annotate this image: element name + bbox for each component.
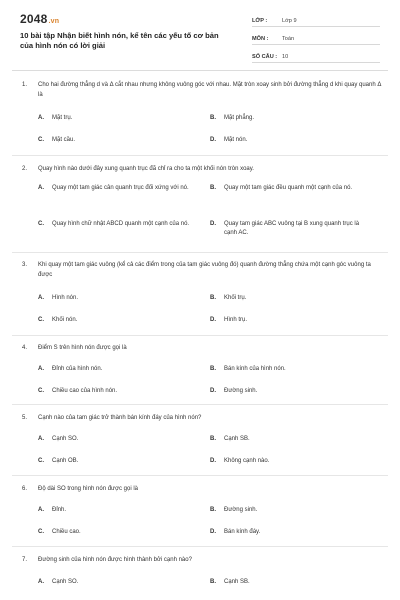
question-4 — [22, 343, 382, 394]
question-5 — [22, 413, 382, 464]
option-d[interactable]: D. Đường sinh. — [210, 388, 258, 394]
option-d[interactable]: D. Mặt nón. — [210, 137, 248, 143]
meta-row-grade — [252, 12, 380, 27]
option-a[interactable]: A. Cạnh SO. — [38, 579, 79, 585]
option-c[interactable]: C. Mặt cầu. — [38, 137, 76, 143]
option-a[interactable]: A. Cạnh SO. — [38, 436, 79, 442]
question-1 — [22, 80, 382, 143]
meta-key: LỚP : — [252, 18, 268, 24]
question-separator — [12, 252, 388, 253]
logo-main: 2048 — [20, 12, 48, 26]
question-number: 7. — [22, 557, 28, 563]
question-separator — [12, 475, 388, 476]
question-text: Quay hình nào dưới đây xung quanh trục đã chỉ ra cho ta một khối nón tròn xoay. — [38, 166, 254, 172]
question-number: 6. — [22, 486, 28, 492]
question-7 — [22, 555, 382, 585]
option-d[interactable]: D. Không cạnh nào. — [210, 458, 270, 464]
question-text: Đường sinh của hình nón được hình thành bởi cạnh nào? — [38, 557, 192, 563]
option-b[interactable]: B. Mặt phẳng. — [210, 115, 255, 121]
option-b[interactable]: B. Khối trụ. — [210, 295, 247, 301]
meta-row-subject — [252, 30, 380, 45]
document-header — [0, 0, 400, 66]
question-2 — [22, 164, 382, 236]
option-d[interactable]: D. Quay tam giác ABC vuông tại B xung quanh trục là cạnh AC. — [210, 221, 360, 236]
option-c[interactable]: C. Chiều cao của hình nón. — [38, 388, 118, 394]
meta-value: 10 — [282, 54, 289, 60]
meta-key: MÔN : — [252, 36, 269, 42]
option-b[interactable]: B. Quay một tam giác đều quanh một cạnh của nó. — [210, 185, 353, 191]
question-number: 5. — [22, 415, 28, 421]
option-b[interactable]: B. Bán kính của hình nón. — [210, 366, 286, 372]
question-text: Khi quay một tam giác vuông (kể cả các điểm trong của tam giác vuông đó) quanh đường thẳng chứa một cạnh góc vuông ta được — [38, 262, 371, 278]
site-logo[interactable] — [20, 12, 59, 26]
question-6 — [22, 484, 382, 535]
question-number: 2. — [22, 166, 28, 172]
question-text: Cạnh nào của tam giác trở thành bán kính đáy của hình nón? — [38, 415, 202, 421]
option-a[interactable]: A. Đỉnh. — [38, 507, 67, 513]
meta-value: Lớp 9 — [282, 18, 297, 24]
question-separator — [12, 155, 388, 156]
question-text: Cho hai đường thẳng d và Δ cắt nhau nhưng không vuông góc với nhau. Mặt tròn xoay sinh bởi đường thẳng d khi quay quanh Δ là — [38, 82, 382, 98]
option-c[interactable]: C. Cạnh OB. — [38, 458, 79, 464]
question-number: 4. — [22, 345, 28, 351]
logo-suffix: .vn — [48, 18, 60, 25]
option-d[interactable]: D. Bán kính đáy. — [210, 529, 261, 535]
option-c[interactable]: C. Chiều cao. — [38, 529, 81, 535]
question-separator — [12, 546, 388, 547]
question-number: 1. — [22, 82, 28, 88]
header-divider — [12, 70, 388, 71]
option-d[interactable]: D. Hình trụ. — [210, 317, 248, 323]
question-text: Độ dài SO trong hình nón được gọi là — [38, 486, 139, 492]
meta-row-count — [252, 48, 380, 63]
option-a[interactable]: A. Hình nón. — [38, 295, 79, 301]
question-text: Điểm S trên hình nón được gọi là — [38, 345, 127, 351]
document-title: 10 bài tập Nhận biết hình nón, kể tên các yếu tố cơ bản của hình nón có lời giải — [20, 31, 219, 50]
option-c[interactable]: C. Quay hình chữ nhật ABCD quanh một cạnh của nó. — [38, 221, 190, 227]
option-a[interactable]: A. Mặt trụ. — [38, 115, 73, 121]
option-b[interactable]: B. Cạnh SB. — [210, 579, 250, 585]
option-c[interactable]: C. Khối nón. — [38, 317, 78, 323]
question-separator — [12, 404, 388, 405]
meta-key: SỐ CÂU : — [252, 54, 278, 60]
option-a[interactable]: A. Quay một tam giác cân quanh trục đối xứng với nó. — [38, 185, 189, 191]
question-number: 3. — [22, 262, 28, 268]
question-3 — [22, 260, 382, 323]
option-b[interactable]: B. Cạnh SB. — [210, 436, 250, 442]
meta-value: Toán — [282, 36, 295, 42]
meta-box — [252, 12, 380, 66]
option-b[interactable]: B. Đường sinh. — [210, 507, 258, 513]
option-a[interactable]: A. Đỉnh của hình nón. — [38, 366, 103, 372]
question-separator — [12, 335, 388, 336]
